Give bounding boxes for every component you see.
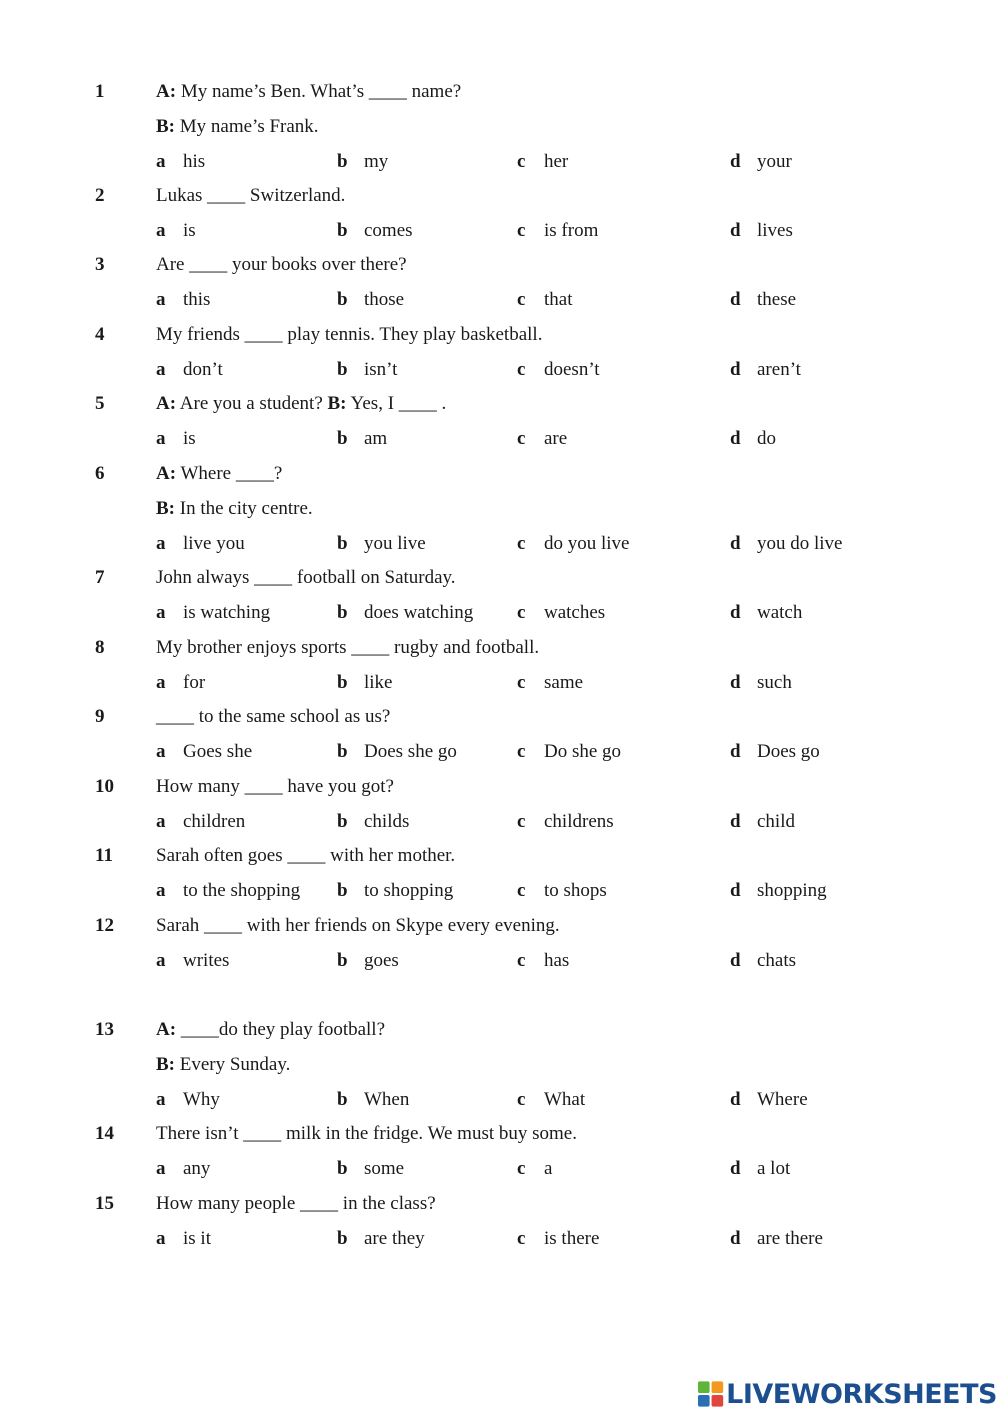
- option-text: lives: [757, 220, 793, 241]
- answer-option-c[interactable]: [517, 598, 605, 628]
- answer-option-b[interactable]: [337, 147, 388, 177]
- option-letter: b: [337, 359, 348, 380]
- option-text: isn’t: [364, 359, 398, 380]
- question-segment: My name’s Frank.: [175, 116, 319, 137]
- answer-option-b[interactable]: [337, 946, 399, 976]
- question-text: [156, 1050, 290, 1080]
- question-segment: Where ____?: [176, 463, 283, 484]
- question-line: [0, 772, 1000, 802]
- question-segment: How many people ____ in the class?: [156, 1193, 436, 1214]
- question-text: [156, 320, 542, 350]
- option-text: those: [364, 289, 405, 310]
- answer-option-d[interactable]: [730, 147, 792, 177]
- question-number: 6: [95, 463, 105, 484]
- option-letter: c: [517, 1158, 526, 1179]
- answer-option-b[interactable]: [337, 424, 387, 454]
- question-number: 4: [95, 324, 105, 345]
- option-text: live you: [183, 533, 245, 554]
- options-row: [0, 216, 1000, 246]
- question-segment: Every Sunday.: [175, 1054, 291, 1075]
- answer-option-a[interactable]: [156, 1154, 210, 1184]
- option-text: childs: [364, 811, 410, 832]
- speaker-label: A:: [156, 393, 177, 414]
- options-row: [0, 1154, 1000, 1184]
- answer-option-c[interactable]: [517, 737, 621, 767]
- answer-option-d[interactable]: [730, 424, 776, 454]
- options-row: [0, 737, 1000, 767]
- option-text: has: [544, 950, 570, 971]
- speaker-label: B:: [156, 498, 175, 519]
- option-text: watches: [544, 602, 606, 623]
- options-row: [0, 424, 1000, 454]
- option-letter: d: [730, 1158, 741, 1179]
- answer-option-c[interactable]: [517, 216, 598, 246]
- question-line: [0, 1189, 1000, 1219]
- option-letter: a: [156, 359, 166, 380]
- option-letter: a: [156, 811, 166, 832]
- option-text: watch: [757, 602, 803, 623]
- option-letter: d: [730, 1228, 741, 1249]
- question-line: [0, 1050, 1000, 1080]
- option-letter: d: [730, 672, 741, 693]
- option-letter: c: [517, 151, 526, 172]
- question-segment: Are ____ your books over there?: [156, 254, 407, 275]
- answer-option-d[interactable]: [730, 1224, 823, 1254]
- option-letter: c: [517, 602, 526, 623]
- answer-option-c[interactable]: [517, 668, 583, 698]
- option-letter: b: [337, 880, 348, 901]
- question-number: 9: [95, 706, 105, 727]
- answer-option-d[interactable]: [730, 668, 792, 698]
- question-segment: There isn’t ____ milk in the fridge. We must buy some.: [156, 1123, 577, 1144]
- answer-option-b[interactable]: [337, 876, 453, 906]
- option-text: your: [757, 151, 792, 172]
- question-line: [0, 633, 1000, 663]
- option-letter: d: [730, 533, 741, 554]
- speaker-label: B:: [156, 116, 175, 137]
- question-number: 1: [95, 81, 105, 102]
- answer-option-c[interactable]: [517, 529, 630, 559]
- question-segment: Yes, I ____ .: [346, 393, 447, 414]
- question-line: [0, 702, 1000, 732]
- option-text: Does she go: [364, 741, 457, 762]
- question-line: [0, 494, 1000, 524]
- option-letter: a: [156, 220, 166, 241]
- question-number: 15: [95, 1193, 114, 1214]
- answer-option-d[interactable]: [730, 355, 801, 385]
- option-text: chats: [757, 950, 797, 971]
- question-line: [0, 320, 1000, 350]
- answer-option-a[interactable]: [156, 147, 205, 177]
- option-text: is it: [183, 1228, 211, 1249]
- brand-name: LIVEWORKSHEETS: [726, 1378, 997, 1410]
- question-number: 5: [95, 393, 105, 414]
- option-letter: a: [156, 289, 166, 310]
- question-line: [0, 1119, 1000, 1149]
- speaker-label: A:: [156, 1019, 177, 1040]
- speaker-label: B:: [327, 393, 347, 414]
- option-text: is: [183, 220, 196, 241]
- option-text: doesn’t: [544, 359, 600, 380]
- options-row: [0, 668, 1000, 698]
- option-text: does watching: [364, 602, 474, 623]
- answer-option-a[interactable]: [156, 598, 270, 628]
- option-text: her: [544, 151, 569, 172]
- option-letter: b: [337, 811, 348, 832]
- option-text: am: [364, 428, 388, 449]
- question-segment: My brother enjoys sports ____ rugby and football.: [156, 637, 540, 658]
- answer-option-c[interactable]: [517, 1085, 585, 1115]
- question-segment: ____do they play football?: [176, 1019, 386, 1040]
- option-text: do: [757, 428, 776, 449]
- option-letter: a: [156, 1089, 166, 1110]
- answer-option-b[interactable]: [337, 807, 409, 837]
- option-letter: b: [337, 1228, 348, 1249]
- option-letter: c: [517, 220, 526, 241]
- question-number: 8: [95, 637, 105, 658]
- answer-option-c[interactable]: [517, 1224, 599, 1254]
- question-segment: Sarah often goes ____ with her mother.: [156, 845, 456, 866]
- option-text: Does go: [757, 741, 820, 762]
- answer-option-c[interactable]: [517, 876, 607, 906]
- option-letter: c: [517, 950, 526, 971]
- speaker-label: A:: [156, 81, 177, 102]
- answer-option-a[interactable]: [156, 1085, 220, 1115]
- option-text: for: [183, 672, 206, 693]
- option-letter: b: [337, 672, 348, 693]
- option-letter: d: [730, 602, 741, 623]
- question-line: [0, 1015, 1000, 1045]
- option-letter: c: [517, 1228, 526, 1249]
- option-letter: b: [337, 220, 348, 241]
- question-number: 7: [95, 567, 105, 588]
- option-text: a: [544, 1158, 553, 1179]
- option-letter: c: [517, 289, 526, 310]
- options-row: [0, 1224, 1000, 1254]
- question-segment: Are you a student?: [176, 393, 328, 414]
- answer-option-a[interactable]: [156, 668, 205, 698]
- options-row: [0, 147, 1000, 177]
- option-letter: d: [730, 220, 741, 241]
- option-text: childrens: [544, 811, 614, 832]
- option-text: shopping: [757, 880, 827, 901]
- question-segment: In the city centre.: [175, 498, 313, 519]
- answer-option-b[interactable]: [337, 355, 397, 385]
- answer-option-d[interactable]: [730, 876, 827, 906]
- option-text: to the shopping: [183, 880, 301, 901]
- question-line: [0, 563, 1000, 593]
- option-text: aren’t: [757, 359, 801, 380]
- question-line: [0, 459, 1000, 489]
- question-line: [0, 112, 1000, 142]
- question-number: 13: [95, 1019, 114, 1040]
- answer-option-d[interactable]: [730, 737, 820, 767]
- option-text: these: [757, 289, 797, 310]
- answer-option-a[interactable]: [156, 807, 245, 837]
- option-text: this: [183, 289, 211, 310]
- option-text: any: [183, 1158, 211, 1179]
- option-letter: c: [517, 880, 526, 901]
- option-letter: b: [337, 1158, 348, 1179]
- question-text: [156, 1189, 436, 1219]
- option-text: his: [183, 151, 206, 172]
- option-letter: b: [337, 950, 348, 971]
- option-letter: d: [730, 811, 741, 832]
- question-text: [156, 77, 461, 107]
- option-letter: a: [156, 950, 166, 971]
- answer-option-d[interactable]: [730, 529, 843, 559]
- question-line: [0, 77, 1000, 107]
- option-text: you do live: [757, 533, 843, 554]
- option-text: same: [544, 672, 584, 693]
- option-text: do you live: [544, 533, 630, 554]
- options-row: [0, 285, 1000, 315]
- option-text: don’t: [183, 359, 223, 380]
- answer-option-d[interactable]: [730, 285, 796, 315]
- option-letter: c: [517, 533, 526, 554]
- option-text: are they: [364, 1228, 425, 1249]
- question-text: [156, 250, 407, 280]
- option-letter: b: [337, 533, 348, 554]
- answer-option-d[interactable]: [730, 807, 795, 837]
- answer-option-b[interactable]: [337, 737, 457, 767]
- option-text: my: [364, 151, 389, 172]
- option-text: is from: [544, 220, 599, 241]
- brand-footer: [697, 1377, 997, 1411]
- question-text: [156, 181, 345, 211]
- option-letter: a: [156, 533, 166, 554]
- option-text: goes: [364, 950, 399, 971]
- question-number: 10: [95, 776, 114, 797]
- answer-option-b[interactable]: [337, 598, 473, 628]
- option-letter: c: [517, 741, 526, 762]
- answer-option-b[interactable]: [337, 216, 413, 246]
- option-text: are there: [757, 1228, 823, 1249]
- question-line: [0, 389, 1000, 419]
- options-row: [0, 946, 1000, 976]
- answer-option-a[interactable]: [156, 1224, 211, 1254]
- option-letter: a: [156, 672, 166, 693]
- option-letter: b: [337, 289, 348, 310]
- option-text: Do she go: [544, 741, 622, 762]
- question-segment: My name’s Ben. What’s ____ name?: [176, 81, 462, 102]
- question-text: [156, 702, 390, 732]
- option-text: a lot: [757, 1158, 791, 1179]
- option-letter: b: [337, 428, 348, 449]
- option-text: Goes she: [183, 741, 253, 762]
- option-text: Where: [757, 1089, 808, 1110]
- option-letter: a: [156, 880, 166, 901]
- options-row: [0, 598, 1000, 628]
- question-text: [156, 841, 455, 871]
- option-text: that: [544, 289, 573, 310]
- option-letter: c: [517, 1089, 526, 1110]
- option-text: children: [183, 811, 246, 832]
- answer-option-d[interactable]: [730, 1154, 790, 1184]
- question-segment: Sarah ____ with her friends on Skype every evening.: [156, 915, 560, 936]
- option-letter: d: [730, 289, 741, 310]
- answer-option-a[interactable]: [156, 216, 196, 246]
- option-letter: d: [730, 151, 741, 172]
- option-letter: a: [156, 602, 166, 623]
- option-letter: a: [156, 1158, 166, 1179]
- option-text: like: [364, 672, 393, 693]
- answer-option-a[interactable]: [156, 285, 210, 315]
- option-letter: b: [337, 151, 348, 172]
- speaker-label: A:: [156, 463, 177, 484]
- answer-option-a[interactable]: [156, 876, 300, 906]
- question-text: [156, 389, 446, 419]
- answer-option-a[interactable]: [156, 355, 223, 385]
- answer-option-b[interactable]: [337, 1224, 425, 1254]
- question-text: [156, 911, 560, 941]
- answer-option-c[interactable]: [517, 424, 567, 454]
- option-letter: a: [156, 1228, 166, 1249]
- option-text: child: [757, 811, 795, 832]
- options-row: [0, 1085, 1000, 1115]
- option-letter: d: [730, 741, 741, 762]
- question-number: 2: [95, 185, 105, 206]
- option-text: comes: [364, 220, 413, 241]
- answer-option-a[interactable]: [156, 424, 196, 454]
- answer-option-b[interactable]: [337, 1154, 404, 1184]
- answer-option-a[interactable]: [156, 529, 245, 559]
- option-letter: a: [156, 741, 166, 762]
- option-text: such: [757, 672, 792, 693]
- option-text: some: [364, 1158, 405, 1179]
- answer-option-d[interactable]: [730, 598, 802, 628]
- option-text: When: [364, 1089, 410, 1110]
- options-row: [0, 529, 1000, 559]
- answer-option-c[interactable]: [517, 1154, 552, 1184]
- option-text: to shops: [544, 880, 607, 901]
- option-letter: a: [156, 151, 166, 172]
- option-text: writes: [183, 950, 230, 971]
- answer-option-c[interactable]: [517, 147, 568, 177]
- answer-option-c[interactable]: [517, 946, 569, 976]
- option-letter: c: [517, 428, 526, 449]
- question-text: [156, 494, 313, 524]
- question-line: [0, 250, 1000, 280]
- option-letter: b: [337, 741, 348, 762]
- question-segment: John always ____ football on Saturday.: [156, 567, 456, 588]
- question-number: 3: [95, 254, 105, 275]
- question-number: 14: [95, 1123, 114, 1144]
- option-text: are: [544, 428, 568, 449]
- option-text: What: [544, 1089, 586, 1110]
- option-letter: d: [730, 880, 741, 901]
- option-letter: d: [730, 428, 741, 449]
- option-letter: d: [730, 950, 741, 971]
- question-segment: Lukas ____ Switzerland.: [156, 185, 346, 206]
- question-line: [0, 181, 1000, 211]
- option-letter: d: [730, 1089, 741, 1110]
- option-letter: d: [730, 359, 741, 380]
- option-text: Why: [183, 1089, 220, 1110]
- question-text: [156, 633, 539, 663]
- answer-option-c[interactable]: [517, 807, 614, 837]
- option-text: is watching: [183, 602, 271, 623]
- answer-option-d[interactable]: [730, 946, 796, 976]
- question-segment: My friends ____ play tennis. They play basketball.: [156, 324, 543, 345]
- option-text: is: [183, 428, 196, 449]
- option-letter: c: [517, 811, 526, 832]
- question-line: [0, 841, 1000, 871]
- answer-option-b[interactable]: [337, 529, 426, 559]
- answer-option-c[interactable]: [517, 285, 573, 315]
- option-text: to shopping: [364, 880, 454, 901]
- option-letter: a: [156, 428, 166, 449]
- answer-option-b[interactable]: [337, 668, 393, 698]
- question-text: [156, 459, 282, 489]
- answer-option-a[interactable]: [156, 737, 252, 767]
- question-number: 12: [95, 915, 114, 936]
- question-number: 11: [95, 845, 113, 866]
- answer-option-a[interactable]: [156, 946, 229, 976]
- question-line: [0, 911, 1000, 941]
- question-text: [156, 563, 456, 593]
- option-letter: c: [517, 672, 526, 693]
- options-row: [0, 355, 1000, 385]
- answer-option-b[interactable]: [337, 285, 404, 315]
- answer-option-b[interactable]: [337, 1085, 409, 1115]
- option-letter: b: [337, 602, 348, 623]
- question-text: [156, 1015, 385, 1045]
- question-text: [156, 772, 394, 802]
- question-text: [156, 112, 319, 142]
- answer-option-d[interactable]: [730, 216, 793, 246]
- options-row: [0, 807, 1000, 837]
- option-letter: b: [337, 1089, 348, 1110]
- speaker-label: B:: [156, 1054, 175, 1075]
- liveworksheets-logo-icon: [697, 1380, 724, 1408]
- answer-option-c[interactable]: [517, 355, 600, 385]
- question-text: [156, 1119, 577, 1149]
- option-letter: c: [517, 359, 526, 380]
- option-text: is there: [544, 1228, 600, 1249]
- answer-option-d[interactable]: [730, 1085, 808, 1115]
- question-segment: How many ____ have you got?: [156, 776, 394, 797]
- options-row: [0, 876, 1000, 906]
- question-segment: ____ to the same school as us?: [156, 706, 391, 727]
- option-text: you live: [364, 533, 426, 554]
